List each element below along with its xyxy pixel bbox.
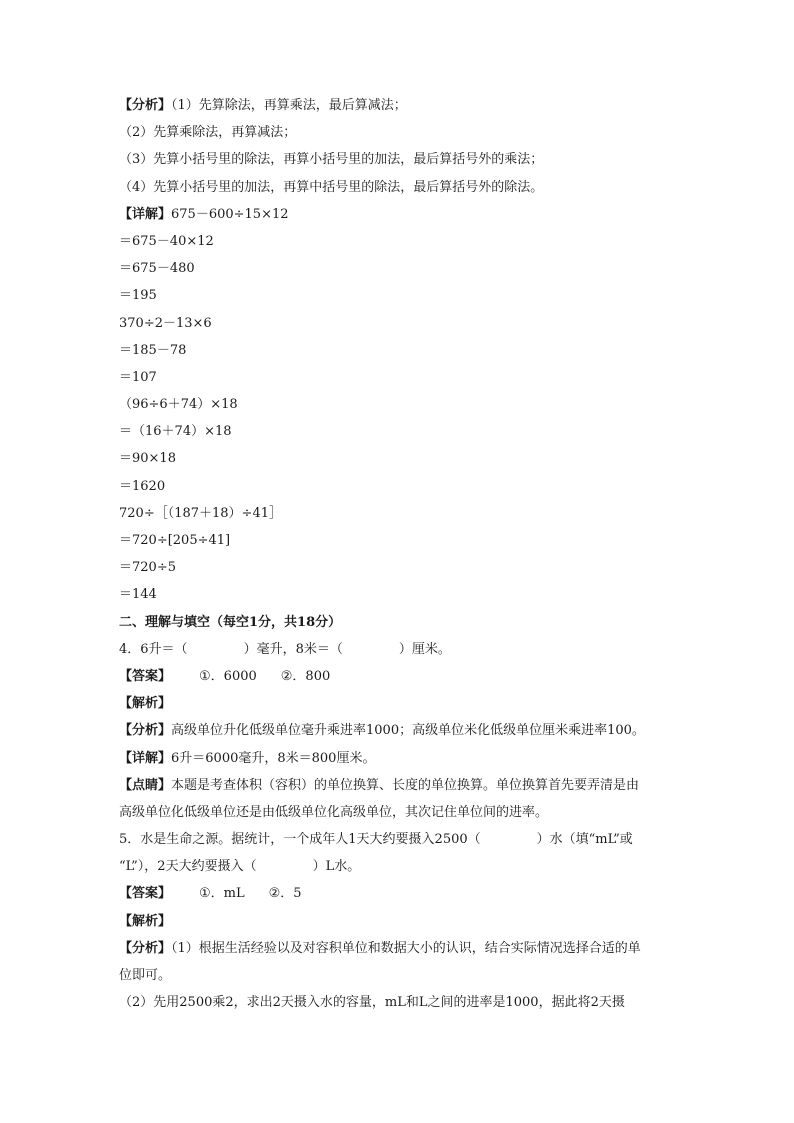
question-number: 4． [119, 641, 141, 657]
question-text: ）毫升，8米＝（ [243, 641, 343, 657]
question-text: ）厘米。 [398, 641, 451, 657]
q4-detail-line [119, 745, 679, 772]
answer-2: ②．800 [280, 668, 331, 684]
calc-step: 370÷2－13×6 [119, 315, 212, 331]
calc-step: （96÷6＋74）×18 [119, 397, 238, 413]
section-title: 二、理解与填空（每空1分，共18分） [119, 614, 342, 630]
q4-analysis-line [119, 717, 679, 744]
q4-note-line-1 [119, 772, 679, 799]
analysis-text: 高级单位升化低级单位毫升乘进率1000；高级单位米化低级单位厘米乘进率100。 [171, 723, 645, 739]
q4-note-line-2: 高级单位化低级单位还是由低级单位化高级单位，其次记住单位间的进率。 [119, 804, 549, 820]
detail-expression: 675－600÷15×12 [171, 206, 289, 222]
q3-analysis-line-4: （4）先算小括号里的加法，再算中括号里的除法，最后算括号外的除法。 [119, 179, 544, 195]
calc-step: ＝720÷5 [119, 560, 176, 576]
answer-tag: 【答案】 [119, 886, 172, 902]
analysis-tag: 【分析】 [119, 723, 172, 739]
detail-text: 6升＝6000毫升，8米＝800厘米。 [171, 750, 376, 766]
analysis-tag: 【分析】 [119, 940, 172, 956]
calc-step: 720÷［（187＋18）÷41］ [119, 505, 282, 521]
answer-2: ②．5 [268, 886, 302, 902]
note-tag: 【点睛】 [119, 777, 172, 793]
question-text: ）L水。 [312, 859, 361, 875]
calc-step: ＝90×18 [119, 451, 176, 467]
q3-detail-line [119, 201, 679, 228]
question-text: “L”），2天大约要摄入（ [119, 859, 257, 875]
calc-step: ＝107 [119, 369, 157, 385]
q5-question-line-2 [119, 853, 679, 880]
q5-analysis-line-1 [119, 935, 679, 962]
document-content [119, 92, 679, 1016]
detail-tag: 【详解】 [119, 206, 172, 222]
calc-step: ＝675－480 [119, 261, 195, 277]
q5-question-line-1 [119, 826, 679, 853]
question-text: ）水（填“mL”或 [536, 832, 633, 848]
q3-analysis-line-3: （3）先算小括号里的除法，再算小括号里的加法，最后算括号外的乘法； [119, 152, 544, 168]
jiexi-tag: 【解析】 [119, 696, 172, 712]
note-text: 本题是考查体积（容积）的单位换算、长度的单位换算。单位换算首先要弄清是由 [171, 777, 640, 793]
answer-1: ①．mL [199, 886, 245, 902]
q5-answer-line [119, 880, 679, 907]
q3-analysis-line-1 [119, 92, 679, 119]
q5-analysis-line-2: 位即可。 [119, 968, 172, 983]
question-text: 5．水是生命之源。据统计，一个成年人1天大约要摄入2500（ [119, 832, 481, 848]
calc-step: ＝185－78 [119, 342, 187, 358]
analysis-text: （1）先算除法，再算乘法，最后算减法； [171, 98, 407, 113]
calc-step: ＝675－40×12 [119, 233, 214, 249]
q4-question [119, 636, 679, 663]
jiexi-tag: 【解析】 [119, 913, 172, 929]
calc-step: ＝144 [119, 587, 157, 603]
calc-step: ＝720÷[205÷41] [119, 533, 231, 548]
question-text: 6升＝（ [140, 641, 188, 657]
answer-tag: 【答案】 [119, 668, 172, 684]
q3-analysis-line-2: （2）先算乘除法，再算减法； [119, 125, 297, 141]
analysis-text: （1）根据生活经验以及对容积单位和数据大小的认识，结合实际情况选择合适的单 [171, 940, 641, 956]
calc-step: ＝（16＋74）×18 [119, 424, 232, 440]
calc-step: ＝195 [119, 288, 157, 304]
detail-tag: 【详解】 [119, 750, 172, 766]
q4-answer-line [119, 663, 679, 690]
answer-1: ①．6000 [199, 668, 257, 684]
q5-analysis-line-3: （2）先用2500乘2，求出2天摄入水的容量，mL和L之间的进率是1000，据此将2天摄 [119, 995, 625, 1011]
calc-step: ＝1620 [119, 478, 166, 494]
analysis-tag: 【分析】 [119, 98, 172, 113]
